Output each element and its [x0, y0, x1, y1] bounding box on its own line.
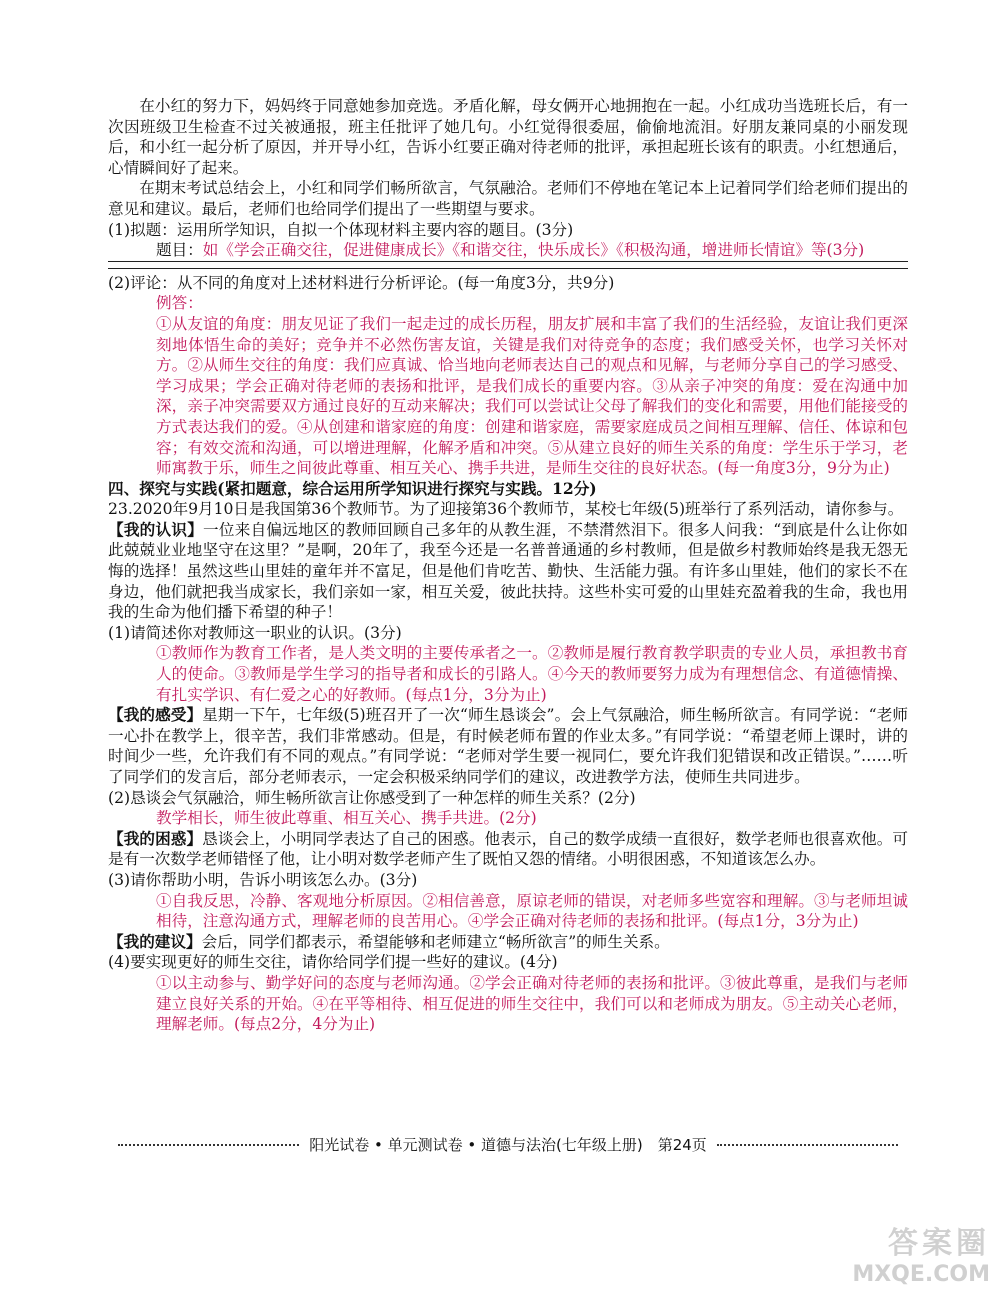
sub-answer-4: ①以主动参与、勤学好问的态度与老师沟通。②学会正确对待老师的表扬和批评。③彼此尊重，是我们与老师建立良好关系的开始。④在平等相待、相互促进的师生交往中，我们可以和老师成为朋友。⑤主动关心老师，理解老师。(每点2分，4分为止) — [156, 973, 908, 1034]
question-1-answer: 如《学会正确交往，促进健康成长》《和谐交往，快乐成长》《积极沟通，增进师长情谊》等(3分) — [202, 241, 865, 260]
tag-confusion: 【我的困惑】 — [108, 828, 203, 848]
text-suggestion: 会后，同学们都表示，希望能够和老师建立“畅所欲言”的师生关系。 — [201, 932, 670, 951]
sub-question-4: (4)要实现更好的师生交往，请你给同学们提一些好的建议。(4分) — [108, 953, 558, 972]
watermark-text-2: MXQE.COM — [852, 1262, 990, 1287]
paragraph-1: 在小红的努力下，妈妈终于同意她参加竞选。矛盾化解，母女俩开心地拥抱在一起。小红成功当选班长后，有一次因班级卫生检查不过关被通报，班主任批评了她几句。小红觉得很委屈，偷偷地流泪。好朋友兼同桌的小丽发现后，和小红一起分析了原因，并开导小红，告诉小红要正确对待老师的批评，承担起班长该有的职责。小红想通后，心情瞬间好了起来。 — [108, 97, 908, 177]
watermark-logo — [830, 1218, 990, 1288]
sub-question-2: (2)恳谈会气氛融洽，师生畅所欲言让你感受到了一种怎样的师生关系？(2分) — [108, 788, 636, 807]
part-suggestion — [108, 932, 908, 953]
question-1-label: 题目： — [156, 241, 203, 260]
paragraph-2: 在期末考试总结会上，小红和同学们畅所欲言，气氛融洽。老师们不停地在笔记本上记着同学们给老师们提出的意见和建议。最后，老师们也给同学们提出了一些期望与要求。 — [108, 179, 908, 218]
sub-question-3: (3)请你帮助小明，告诉小明该怎么办。(3分) — [108, 870, 418, 889]
sub-answer-2: 教学相长，师生彼此尊重、相互关心、携手共进。(2分) — [156, 809, 537, 828]
section-4-heading: 四、探究与实践(紧扣题意，综合运用所学知识进行探究与实践。12分) — [108, 478, 597, 498]
tag-feeling: 【我的感受】 — [108, 705, 203, 725]
watermark-text-1: 答案圈 — [888, 1226, 990, 1261]
question-1-answer-line — [108, 240, 908, 262]
text-confusion: 恳谈会上，小明同学表达了自己的困惑。他表示，自己的数学成绩一直很好，数学老师也很喜欢他。可是有一次数学老师错怪了他，让小明对数学老师产生了既怕又怨的情绪。小明很困惑，不知道该怎么办。 — [108, 829, 908, 869]
tag-recognition: 【我的认识】 — [108, 519, 204, 539]
page-content — [108, 96, 908, 1035]
sub-question-1: (1)请简述你对教师这一职业的认识。(3分) — [108, 623, 402, 642]
answer-rule — [108, 264, 908, 269]
footer-dots-left — [118, 1144, 299, 1146]
question-2-answer: ①从友谊的角度：朋友见证了我们一起走过的成长历程，朋友扩展和丰富了我们的生活经验，友谊让我们更深刻地体悟生命的美好；竞争并不必然伤害友谊，关键是我们对待竞争的态度；我们感受关怀，也学习关怀对方。②从师生交往的角度：我们应真诚、恰当地向老师表达自己的观点和见解，与老师分享自己的学习感受、学习成果；学会正确对待老师的表扬和批评，是我们成长的重要内容。③从亲子冲突的角度：爱在沟通中加深，亲子冲突需要双方通过良好的互动来解决；我们可以尝试让父母了解我们的变化和需要，用他们能接受的方式表达我们的爱。④从创建和谐家庭的角度：创建和谐家庭，需要家庭成员之间相互理解、信任、体谅和包容；有效交流和沟通，可以增进理解，化解矛盾和冲突。⑤从建立良好的师生关系的角度：学生乐于学习，老师寓教于乐，师生之间彼此尊重、相互关心、携手共进，是师生交往的良好状态。(每一角度3分，9分为止) — [156, 314, 908, 478]
footer-dots-right — [717, 1144, 898, 1146]
part-confusion — [108, 829, 908, 870]
sub-answer-3: ①自我反思，冷静、客观地分析原因。②相信善意，原谅老师的错误，对老师多些宽容和理解。③与老师坦诚相待，注意沟通方式，理解老师的良苦用心。④学会正确对待老师的表扬和批评。(每点1分，3分为止) — [156, 891, 908, 931]
text-feeling: 星期一下午，七年级(5)班召开了一次“师生恳谈会”。会上气氛融洽，师生畅所欲言。有同学说：“老师一心扑在教学上，很辛苦，我们非常感动。但是，有时候老师布置的作业太多。”有同学说：“希望老师上课时，讲的时间少一些，允许我们有不同的观点。”有同学说：“老师对学生要一视同仁，要允许我们犯错误和改正错误。”……听了同学们的发言后，部分老师表示，一定会积极采纳同学们的建议，改进教学方法，使师生共同进步。 — [108, 706, 908, 786]
footer-text: 阳光试卷 • 单元测试卷 • 道德与法治(七年级上册) 第24页 — [309, 1136, 707, 1154]
part-recognition — [108, 520, 908, 623]
sub-answer-1: ①教师作为教育工作者，是人类文明的主要传承者之一。②教师是履行教育教学职责的专业人员，承担教书育人的使命。③教师是学生学习的指导者和成长的引路人。④今天的教师要努力成为有理想信念、有道德情操、有扎实学识、有仁爱之心的好教师。(每点1分，3分为止) — [156, 644, 908, 704]
question-23: 23.2020年9月10日是我国第36个教师节。为了迎接第36个教师节，某校七年级(5)班举行了系列活动，请你参与。 — [108, 500, 904, 519]
text-recognition: 一位来自偏远地区的教师回顾自己多年的从教生涯，不禁潸然泪下。很多人问我：“到底是什么让你如此兢兢业业地坚守在这里？”是啊，20年了，我至今还是一名普普通通的乡村教师，但是做乡村教师始终是我无怨无悔的选择！虽然这些山里娃的童年并不富足，但是他们肯吃苦、勤快、生活能力强。有许多山里娃，他们的家长不在身边，他们就把我当成家长，我们亲如一家，相互关爱，彼此扶持。这些朴实可爱的山里娃充盈着我的生命，我也用我的生命为他们播下希望的种子！ — [108, 520, 908, 622]
question-2: (2)评论：从不同的角度对上述材料进行分析评论。(每一角度3分，共9分) — [108, 273, 615, 292]
question-2-example-label: 例答： — [156, 294, 203, 313]
question-1: (1)拟题：运用所学知识，自拟一个体现材料主要内容的题目。(3分) — [108, 220, 574, 239]
tag-suggestion: 【我的建议】 — [108, 931, 202, 951]
page-footer — [108, 1134, 908, 1155]
part-feeling — [108, 705, 908, 787]
